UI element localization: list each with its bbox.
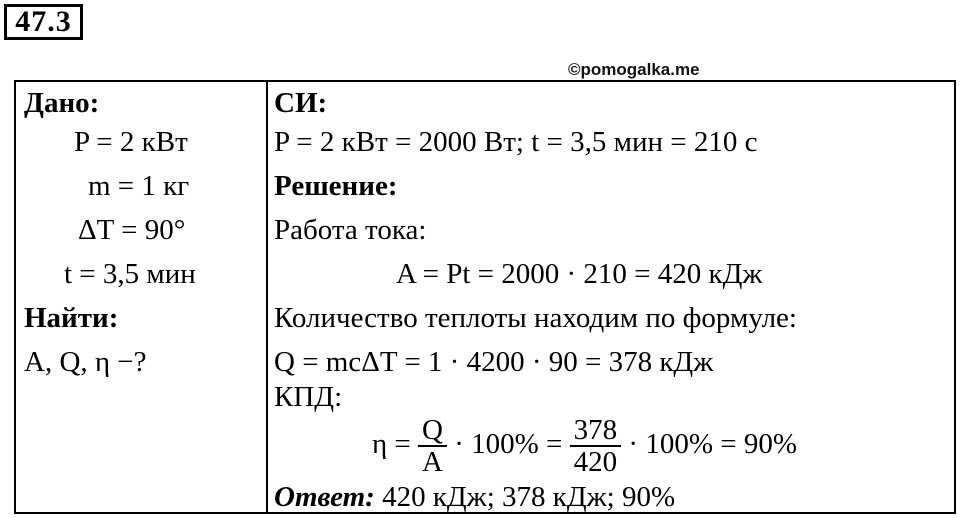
fraction-numerator-378: 378 bbox=[570, 415, 622, 447]
efficiency-right: · 100% = 90% bbox=[628, 428, 797, 460]
fraction-q-over-a bbox=[418, 415, 447, 477]
given-line-time: t = 3,5 мин bbox=[64, 258, 196, 290]
find-line: A, Q, η −? bbox=[24, 346, 147, 378]
fraction-378-over-420 bbox=[570, 415, 622, 477]
solution-table bbox=[14, 80, 956, 514]
given-line-mass: m = 1 кг bbox=[88, 170, 190, 202]
solution-header: Решение: bbox=[274, 170, 398, 202]
watermark: ©pomogalka.me bbox=[568, 60, 700, 79]
si-header: СИ: bbox=[274, 87, 328, 119]
find-header: Найти: bbox=[24, 302, 119, 334]
efficiency-left: η = bbox=[372, 428, 411, 460]
efficiency-text: КПД: bbox=[274, 381, 343, 413]
work-formula: A = Pt = 2000 · 210 = 420 кДж bbox=[396, 258, 763, 290]
si-line: P = 2 кВт = 2000 Вт; t = 3,5 мин = 210 с bbox=[274, 126, 758, 158]
efficiency-mid: · 100% = bbox=[454, 428, 563, 460]
problem-number: 47.3 bbox=[4, 4, 83, 40]
answer-line bbox=[274, 480, 675, 514]
fraction-denominator-420: 420 bbox=[573, 446, 618, 479]
efficiency-formula bbox=[372, 412, 797, 477]
fraction-numerator-q: Q bbox=[418, 415, 447, 447]
column-divider bbox=[266, 82, 268, 512]
work-text: Работа тока: bbox=[274, 214, 427, 246]
given-line-temperature: ΔT = 90° bbox=[78, 214, 186, 246]
answer-label: Ответ: bbox=[274, 481, 375, 513]
answer-value: 420 кДж; 378 кДж; 90% bbox=[382, 481, 676, 513]
heat-text: Количество теплоты находим по формуле: bbox=[274, 302, 797, 334]
given-header: Дано: bbox=[24, 87, 100, 119]
heat-formula: Q = mcΔT = 1 · 4200 · 90 = 378 кДж bbox=[274, 346, 714, 378]
given-line-power: P = 2 кВт bbox=[74, 126, 188, 158]
fraction-denominator-a: A bbox=[422, 446, 443, 479]
